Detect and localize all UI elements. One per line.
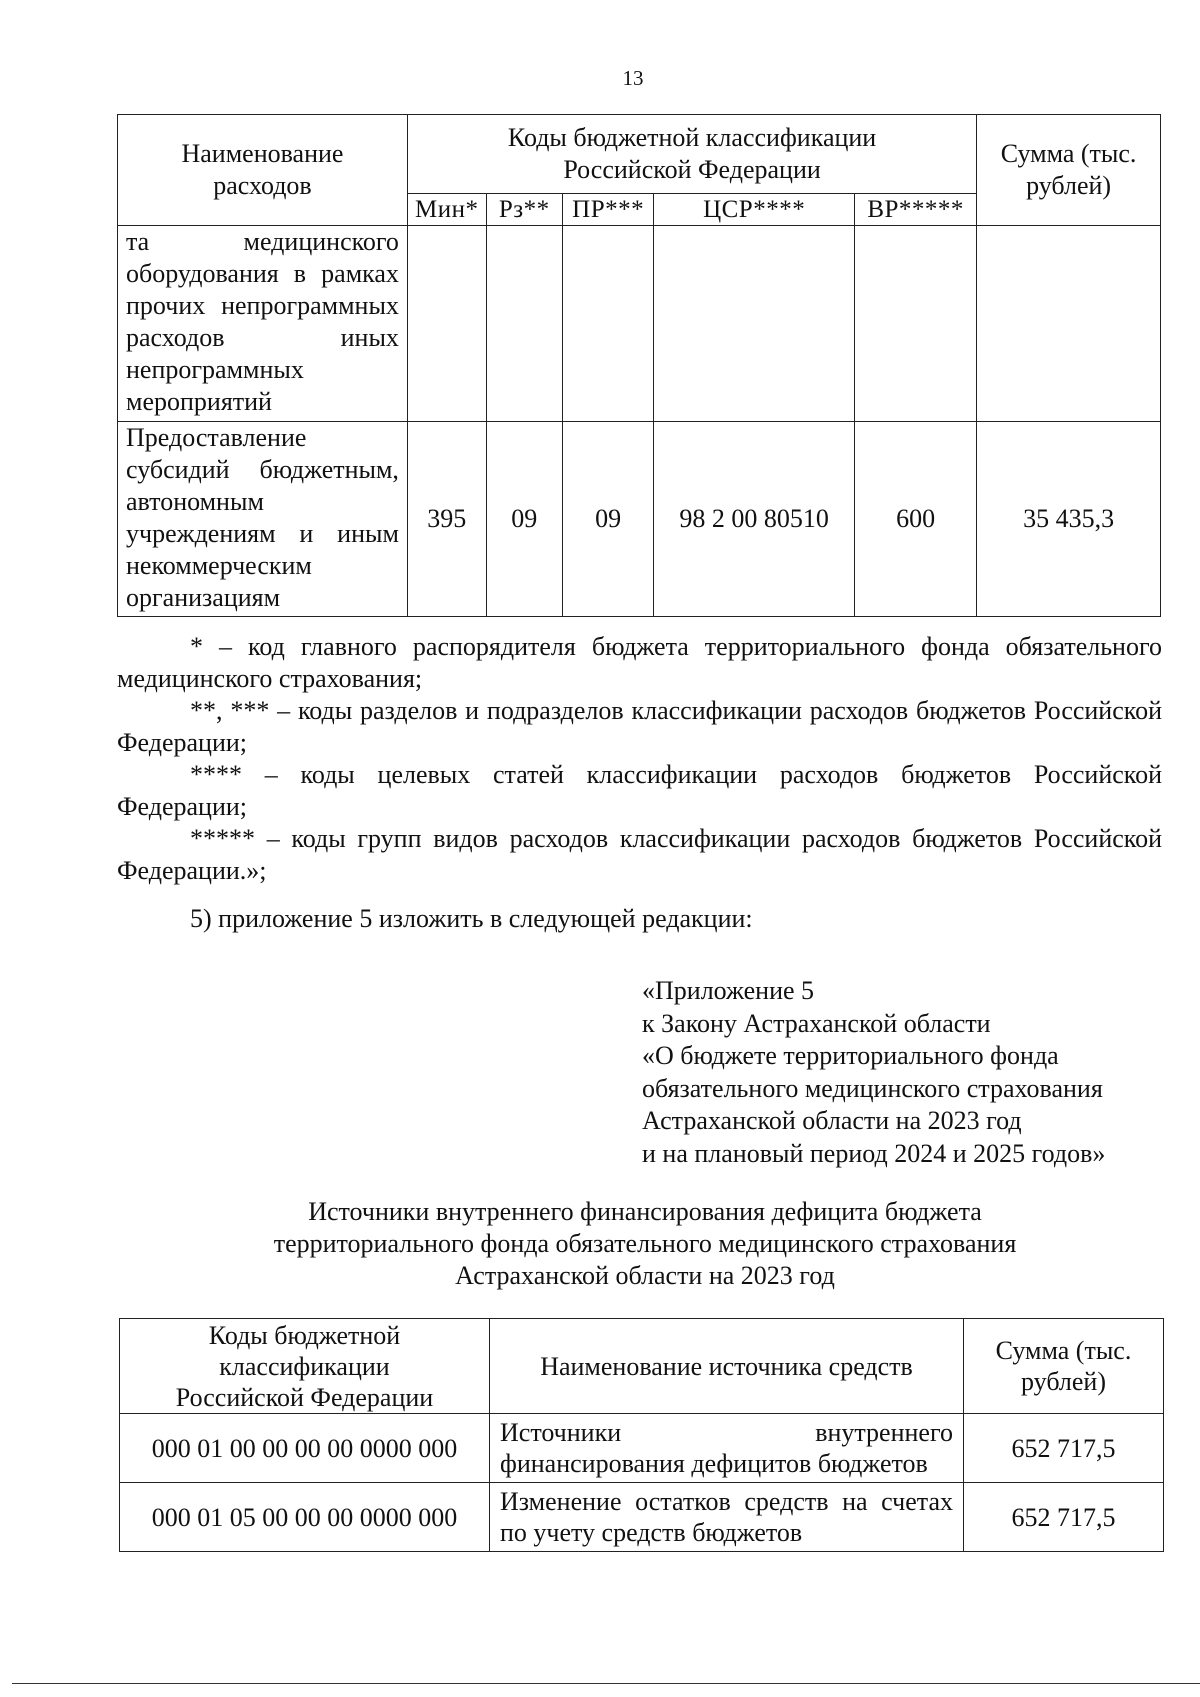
header-rz: Рз** bbox=[486, 194, 562, 226]
header-sum: Сумма (тыс. рублей) bbox=[964, 1319, 1164, 1414]
header-min: Мин* bbox=[407, 194, 486, 226]
section-title: Источники внутреннего финансирования дефицита бюджета территориального фонда обязательного медицинского страхования Астраханской области на 2023 год bbox=[273, 1197, 1017, 1290]
table-row bbox=[118, 422, 1161, 617]
footnote-vr: ***** – коды групп видов расходов классификации расходов бюджетов Российской Федерации.»; bbox=[117, 824, 1162, 885]
header-source-name: Наименование источника средств bbox=[490, 1319, 964, 1414]
code-rz bbox=[486, 226, 562, 422]
header-expense-name: Наименование расходов bbox=[118, 115, 408, 226]
header-budget-codes: Коды бюджетной классификации Российской Федерации bbox=[407, 115, 976, 194]
code-csr: 98 2 00 80510 bbox=[654, 422, 855, 617]
source-name: Источники внутреннего финансирования дефицитов бюджетов bbox=[490, 1414, 964, 1483]
financing-sources-table bbox=[119, 1318, 1164, 1552]
header-sum: Сумма (тыс. рублей) bbox=[977, 115, 1161, 226]
amount bbox=[977, 226, 1161, 422]
code-rz: 09 bbox=[486, 422, 562, 617]
code-vr bbox=[855, 226, 977, 422]
header-csr: ЦСР**** bbox=[654, 194, 855, 226]
header-budget-codes: Коды бюджетной классификации Российской Федерации bbox=[120, 1319, 490, 1414]
budget-code: 000 01 05 00 00 00 0000 000 bbox=[120, 1483, 490, 1552]
source-name: Изменение остатков средств на счетах по учету средств бюджетов bbox=[490, 1483, 964, 1552]
amendment-instruction: 5) приложение 5 изложить в следующей редакции: bbox=[190, 904, 753, 933]
page-bottom-rule bbox=[12, 1683, 1200, 1684]
table-row bbox=[120, 1414, 1164, 1483]
code-min bbox=[407, 226, 486, 422]
code-csr bbox=[654, 226, 855, 422]
code-vr: 600 bbox=[855, 422, 977, 617]
amount: 652 717,5 bbox=[964, 1483, 1164, 1552]
page-number: 13 bbox=[622, 66, 644, 90]
header-vr: ВР***** bbox=[855, 194, 977, 226]
appendix-heading: «Приложение 5 к Закону Астраханской области «О бюджете территориального фонда обязательного медицинского страхования Астраханской области на 2023 год и на плановый период 2024 и 2025 годов» bbox=[642, 976, 1106, 1168]
footnote-min: * – код главного распорядителя бюджета территориального фонда обязательного медицинского страхования; bbox=[117, 632, 1162, 693]
expense-name: Предоставление субсидий бюджетным, автономным учреждениям и иным некоммерческим организациям bbox=[118, 422, 408, 617]
footnote-csr: **** – коды целевых статей классификации расходов бюджетов Российской Федерации; bbox=[117, 760, 1162, 821]
footnote-rz-pr: **, *** – коды разделов и подразделов классификации расходов бюджетов Российской Федерации; bbox=[117, 696, 1162, 757]
expense-name: та медицинского оборудования в рамках прочих непрограммных расходов иных непрограммных мероприятий bbox=[118, 226, 408, 422]
budget-code: 000 01 00 00 00 00 0000 000 bbox=[120, 1414, 490, 1483]
expenditure-table bbox=[117, 114, 1161, 617]
code-pr: 09 bbox=[562, 422, 653, 617]
amount: 652 717,5 bbox=[964, 1414, 1164, 1483]
code-pr bbox=[562, 226, 653, 422]
code-min: 395 bbox=[407, 422, 486, 617]
table-row bbox=[120, 1483, 1164, 1552]
header-pr: ПР*** bbox=[562, 194, 653, 226]
table-row bbox=[118, 226, 1161, 422]
amount: 35 435,3 bbox=[977, 422, 1161, 617]
